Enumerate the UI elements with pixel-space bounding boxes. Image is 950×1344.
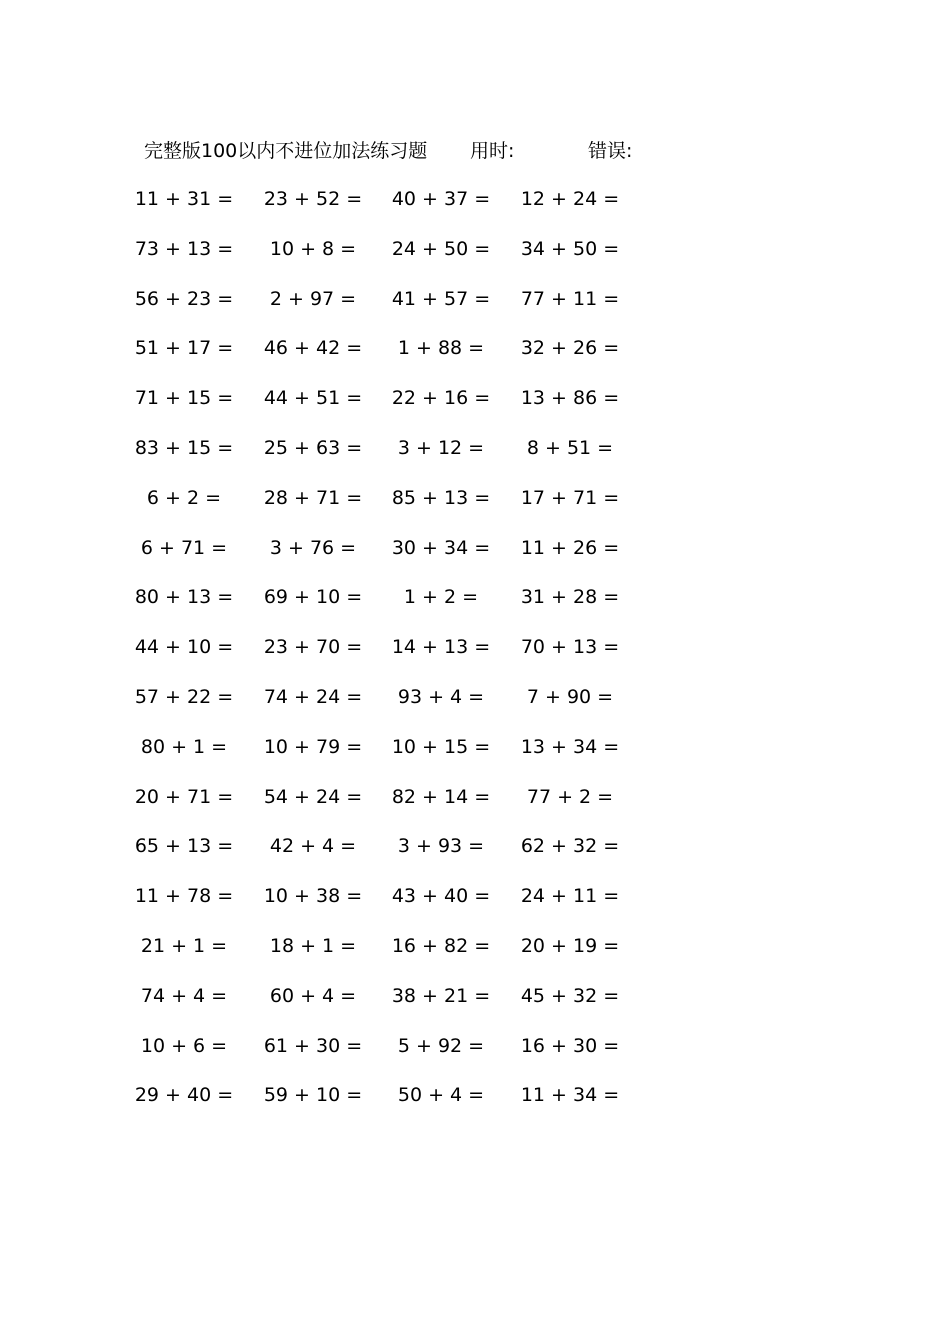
addition-problem: 60 + 4 = — [269, 984, 357, 1007]
addition-problem: 3 + 93 = — [397, 835, 485, 858]
addition-problem: 83 + 15 = — [134, 436, 234, 459]
problem-row — [0, 383, 950, 433]
problem-row — [0, 981, 950, 1031]
addition-problem: 24 + 11 = — [520, 885, 620, 908]
addition-problem: 10 + 6 = — [140, 1034, 228, 1057]
time-label: 用时: — [470, 140, 515, 162]
addition-problem: 6 + 2 = — [146, 486, 222, 509]
addition-problem: 3 + 76 = — [269, 536, 357, 559]
addition-problem: 1 + 88 = — [397, 337, 485, 360]
addition-problem: 62 + 32 = — [520, 835, 620, 858]
addition-problem: 85 + 13 = — [391, 486, 491, 509]
addition-problem: 77 + 2 = — [526, 785, 614, 808]
addition-problem: 22 + 16 = — [391, 387, 491, 410]
addition-problem: 23 + 52 = — [263, 188, 363, 210]
addition-problem: 16 + 82 = — [391, 934, 491, 957]
addition-problem: 11 + 78 = — [134, 885, 234, 908]
addition-problem: 10 + 79 = — [263, 735, 363, 758]
addition-problem: 12 + 24 = — [520, 188, 620, 210]
problem-row — [0, 333, 950, 383]
problem-row — [0, 732, 950, 782]
addition-problem: 73 + 13 = — [134, 237, 234, 260]
addition-problem: 20 + 19 = — [520, 934, 620, 957]
addition-problem: 43 + 40 = — [391, 885, 491, 908]
addition-problem: 13 + 34 = — [520, 735, 620, 758]
addition-problem: 29 + 40 = — [134, 1084, 234, 1107]
problem-grid — [0, 184, 950, 1130]
problem-row — [0, 483, 950, 533]
addition-problem: 10 + 8 = — [269, 237, 357, 260]
addition-problem: 74 + 24 = — [263, 685, 363, 708]
addition-problem: 17 + 71 = — [520, 486, 620, 509]
addition-problem: 11 + 31 = — [134, 188, 234, 210]
addition-problem: 6 + 71 = — [140, 536, 228, 559]
addition-problem: 10 + 38 = — [263, 885, 363, 908]
problem-row — [0, 433, 950, 483]
addition-problem: 20 + 71 = — [134, 785, 234, 808]
addition-problem: 54 + 24 = — [263, 785, 363, 808]
addition-problem: 65 + 13 = — [134, 835, 234, 858]
addition-problem: 70 + 13 = — [520, 636, 620, 659]
addition-problem: 44 + 51 = — [263, 387, 363, 410]
addition-problem: 69 + 10 = — [263, 586, 363, 609]
error-label: 错误: — [588, 140, 633, 162]
addition-problem: 28 + 71 = — [263, 486, 363, 509]
addition-problem: 3 + 12 = — [397, 436, 485, 459]
addition-problem: 42 + 4 = — [269, 835, 357, 858]
addition-problem: 18 + 1 = — [269, 934, 357, 957]
addition-problem: 57 + 22 = — [134, 685, 234, 708]
addition-problem: 30 + 34 = — [391, 536, 491, 559]
addition-problem: 25 + 63 = — [263, 436, 363, 459]
problem-row — [0, 632, 950, 682]
addition-problem: 50 + 4 = — [397, 1084, 485, 1107]
addition-problem: 44 + 10 = — [134, 636, 234, 659]
problem-row — [0, 1031, 950, 1081]
problem-row — [0, 284, 950, 334]
addition-problem: 7 + 90 = — [526, 685, 614, 708]
addition-problem: 32 + 26 = — [520, 337, 620, 360]
addition-problem: 11 + 34 = — [520, 1084, 620, 1107]
problem-row — [0, 782, 950, 832]
addition-problem: 41 + 57 = — [391, 287, 491, 310]
addition-problem: 21 + 1 = — [140, 934, 228, 957]
addition-problem: 51 + 17 = — [134, 337, 234, 360]
addition-problem: 13 + 86 = — [520, 387, 620, 410]
problem-row — [0, 931, 950, 981]
problem-row — [0, 831, 950, 881]
addition-problem: 59 + 10 = — [263, 1084, 363, 1107]
problem-row — [0, 582, 950, 632]
addition-problem: 14 + 13 = — [391, 636, 491, 659]
addition-problem: 61 + 30 = — [263, 1034, 363, 1057]
addition-problem: 93 + 4 = — [397, 685, 485, 708]
problem-row — [0, 682, 950, 732]
addition-problem: 74 + 4 = — [140, 984, 228, 1007]
addition-problem: 2 + 97 = — [269, 287, 357, 310]
addition-problem: 31 + 28 = — [520, 586, 620, 609]
addition-problem: 71 + 15 = — [134, 387, 234, 410]
addition-problem: 45 + 32 = — [520, 984, 620, 1007]
addition-problem: 16 + 30 = — [520, 1034, 620, 1057]
addition-problem: 80 + 13 = — [134, 586, 234, 609]
addition-problem: 5 + 92 = — [397, 1034, 485, 1057]
addition-problem: 23 + 70 = — [263, 636, 363, 659]
addition-problem: 77 + 11 = — [520, 287, 620, 310]
addition-problem: 38 + 21 = — [391, 984, 491, 1007]
addition-problem: 24 + 50 = — [391, 237, 491, 260]
addition-problem: 40 + 37 = — [391, 188, 491, 210]
addition-problem: 46 + 42 = — [263, 337, 363, 360]
addition-problem: 10 + 15 = — [391, 735, 491, 758]
problem-row — [0, 184, 950, 234]
addition-problem: 56 + 23 = — [134, 287, 234, 310]
addition-problem: 82 + 14 = — [391, 785, 491, 808]
problem-row — [0, 533, 950, 583]
addition-problem: 11 + 26 = — [520, 536, 620, 559]
worksheet-title: 完整版100以内不进位加法练习题 — [144, 140, 428, 162]
addition-problem: 80 + 1 = — [140, 735, 228, 758]
problem-row — [0, 1080, 950, 1130]
problem-row — [0, 881, 950, 931]
addition-problem: 8 + 51 = — [526, 436, 614, 459]
addition-problem: 34 + 50 = — [520, 237, 620, 260]
problem-row — [0, 234, 950, 284]
addition-problem: 1 + 2 = — [403, 586, 479, 609]
